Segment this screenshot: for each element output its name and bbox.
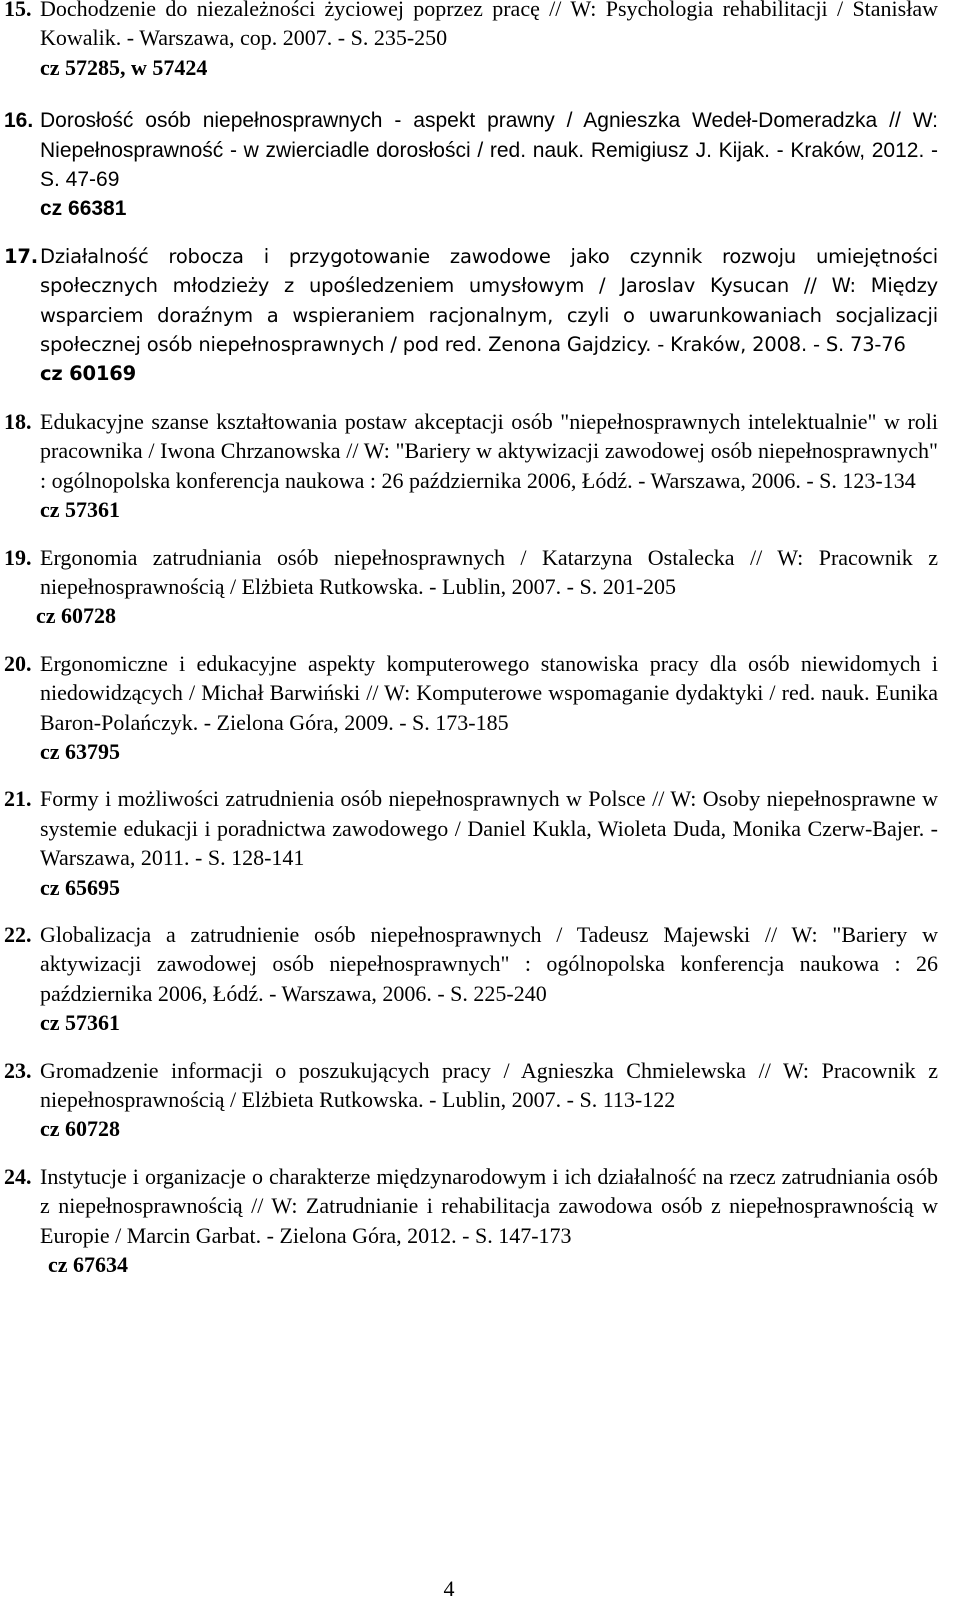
entry-text: Globalizacja a zatrudnienie osób niepełnosprawnych / Tadeusz Majewski // W: "Bariery w aktywizacji zawodowej osób niepełnosprawnych" : ogólnopolska konferencja naukowa : 26 października 2006, Łódź. - Warszawa, 2006. - S. 225-240: [40, 921, 938, 1006]
entry-number: 16.: [4, 109, 34, 133]
entry-signature: cz 66381: [40, 197, 127, 221]
entry-text: Gromadzenie informacji o poszukujących pracy / Agnieszka Chmielewska // W: Pracownik z niepełnosprawnością / Elżbieta Rutkowska. - Lublin, 2007. - S. 113-122: [40, 1057, 938, 1112]
bibliography-entry-21: [0, 784, 960, 902]
entry-number: 22.: [4, 921, 32, 947]
entry-number: 19.: [4, 544, 32, 570]
bibliography-entry-19: [0, 543, 960, 631]
page-number: 4: [443, 1576, 455, 1601]
entry-text: Dorosłość osób niepełnosprawnych - aspekt prawny / Agnieszka Wedeł-Domeradzka // W: Niepełnosprawność - w zwierciadle dorosłości / red. nauk. Remigiusz J. Kijak. - Kraków, 2012. - S. 47-69: [40, 109, 938, 192]
bibliography-entry-22: [0, 920, 960, 1038]
bibliography-entry-17: [0, 242, 960, 389]
entry-signature: cz 57361: [40, 1010, 121, 1036]
entry-text: Instytucje i organizacje o charakterze międzynarodowym i ich działalność na rzecz zatrudniania osób z niepełnosprawnością // W: Zatrudnianie i rehabilitacja zawodowa osób z niepełnosprawnością w Europie / Marcin Garbat. - Zielona Góra, 2012. - S. 147-173: [40, 1163, 938, 1248]
entry-number: 15.: [4, 0, 32, 21]
entry-number: 20.: [4, 650, 32, 676]
entry-signature: cz 60728: [40, 1116, 121, 1142]
entry-text: Edukacyjne szanse kształtowania postaw akceptacji osób "niepełnosprawnych intelektualnie" w roli pracownika / Iwona Chrzanowska // W: "Bariery w aktywizacji zawodowej osób niepełnosprawnych" : ogólnopolska konferencja naukowa : 26 października 2006, Łódź. - Warszawa, 2006. - S. 123-134: [40, 408, 938, 493]
entry-text: Ergonomiczne i edukacyjne aspekty komputerowego stanowiska pracy dla osób niewidomych i niedowidzących / Michał Barwiński // W: Komputerowe wspomaganie dydaktyki / red. nauk. Eunika Baron-Polańczyk. - Zielona Góra, 2009. - S. 173-185: [40, 650, 938, 735]
entry-signature: cz 57361: [40, 497, 121, 523]
entry-number: 21.: [4, 786, 32, 812]
entry-number: 17.: [4, 244, 38, 268]
bibliography-entry-18: [0, 407, 960, 525]
entry-signature: cz 67634: [48, 1252, 129, 1278]
entry-signature: cz 57285, w 57424: [40, 54, 208, 80]
entry-number: 18.: [4, 408, 32, 434]
bibliography-entry-20: [0, 649, 960, 767]
bibliography-entry-23: [0, 1056, 960, 1144]
bibliography-entry-24: [0, 1162, 960, 1280]
entry-text: Dochodzenie do niezależności życiowej poprzez pracę // W: Psychologia rehabilitacji / Stanisław Kowalik. - Warszawa, cop. 2007. - S. 235-250: [40, 0, 938, 51]
entry-number: 23.: [4, 1057, 32, 1083]
bibliography-entry-15: [0, 0, 960, 82]
entry-number: 24.: [4, 1163, 32, 1189]
entry-text: Ergonomia zatrudniania osób niepełnosprawnych / Katarzyna Ostalecka // W: Pracownik z niepełnosprawnością / Elżbieta Rutkowska. - Lublin, 2007. - S. 201-205: [40, 544, 938, 599]
bibliography-entry-16: [0, 106, 960, 224]
entry-text: Formy i możliwości zatrudnienia osób niepełnosprawnych w Polsce // W: Osoby niepełnosprawne w systemie edukacji i poradnictwa zawodowego / Daniel Kukla, Wioleta Duda, Monika Czerw-Bajer. - Warszawa, 2011. - S. 128-141: [40, 786, 938, 871]
entry-signature: cz 60169: [40, 362, 136, 386]
entry-text: Działalność robocza i przygotowanie zawodowe jako czynnik rozwoju umiejętności społecznych młodzieży z upośledzeniem umysłowym / Jaroslav Kysucan // W: Między wsparciem doraźnym a wspieraniem racjonalnym, czyli o uwarunkowaniach socjalizacji społecznej osób niepełnosprawnych / pod red. Zenona Gajdzicy. - Kraków, 2008. - S. 73-76: [40, 244, 938, 357]
entry-signature: cz 65695: [40, 874, 121, 900]
entry-signature: cz 63795: [40, 738, 121, 764]
entry-signature: cz 60728: [36, 603, 117, 629]
